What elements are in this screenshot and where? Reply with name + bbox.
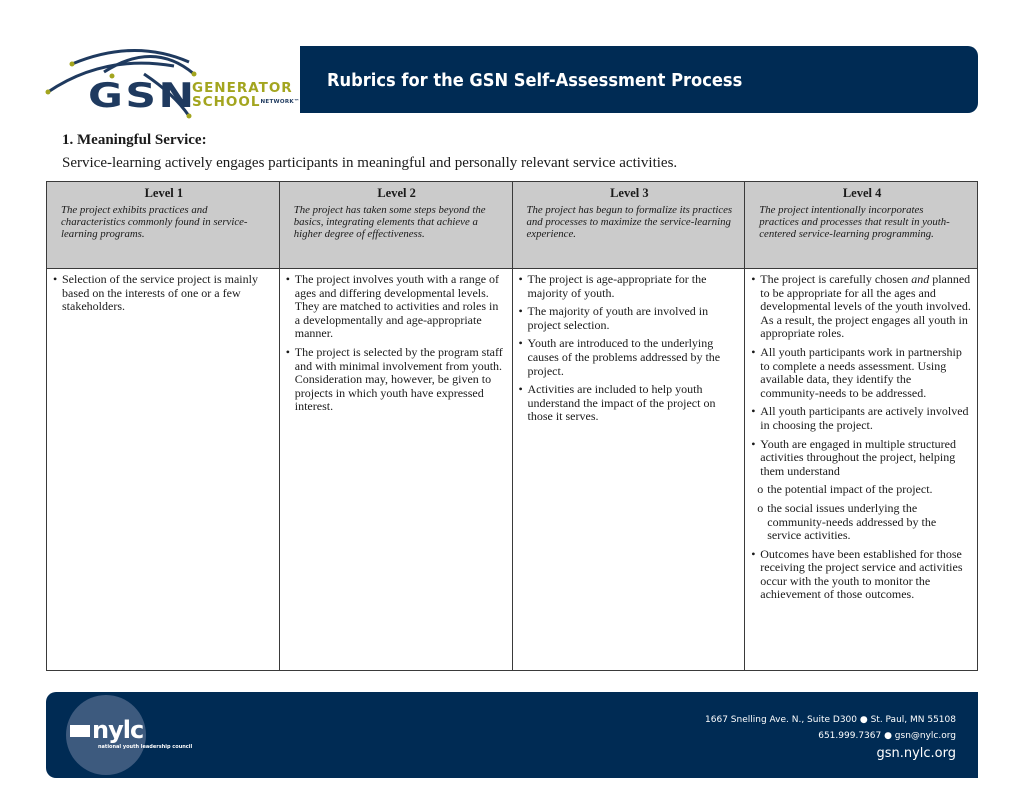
list-item: • All youth participants are actively involved in choosing the project. — [751, 405, 971, 432]
logo-wordmark: GENERATOR $SCHOOL^{NETWORK™}$ — [192, 80, 300, 110]
list-item: • The project is carefully chosen and planned to be appropriate for all the ages and developmental levels of the youth involved. As a result, the project engages all youth in appropriate roles. — [751, 273, 971, 341]
list-item: • Youth are engaged in multiple structured activities throughout the project, helping them understand — [751, 438, 971, 479]
website-link[interactable]: gsn.nylc.org — [876, 746, 956, 761]
level-3-header: Level 3 The project has begun to formalize its practices and processes to maximize the service-learning experience. — [512, 182, 745, 269]
gsn-logo — [44, 44, 300, 119]
level-1-criteria — [47, 269, 280, 671]
footer-banner — [46, 692, 978, 778]
section-title: 1. Meaningful Service: — [62, 132, 207, 148]
section-description: Service-learning actively engages participants in meaningful and personally relevant service activities. — [62, 155, 678, 171]
list-item: • The project involves youth with a range of ages and differing developmental levels. They are matched to activities and roles in a developmentally and age-appropriate manner. — [286, 273, 506, 341]
title-banner — [300, 46, 978, 113]
list-item: • Outcomes have been established for those receiving the project service and activities occur with the youth to monitor the achievement of those outcomes. — [751, 548, 971, 602]
nylc-tagline: national youth leadership council — [98, 744, 193, 750]
nylc-logo: nylc — [92, 716, 144, 744]
level-3-criteria — [512, 269, 745, 671]
list-item: • The majority of youth are involved in project selection. — [519, 305, 739, 332]
list-item: • Activities are included to help youth understand the impact of the project on those it serves. — [519, 383, 739, 424]
list-item: • All youth participants work in partnership to complete a needs assessment. Using available data, they identify the community-needs to be addressed. — [751, 346, 971, 400]
level-4-criteria — [745, 269, 978, 671]
level-2-criteria — [279, 269, 512, 671]
list-item: • Selection of the service project is mainly based on the interests of one or a few stakeholders. — [53, 273, 273, 314]
level-1-header: Level 1 The project exhibits practices and characteristics commonly found in service-learning programs. — [47, 182, 280, 269]
list-item: • Youth are introduced to the underlying causes of the problems addressed by the project. — [519, 337, 739, 378]
list-item: • The project is age-appropriate for the majority of youth. — [519, 273, 739, 300]
phone-email-line: 651.999.7367 ● gsn@nylc.org — [818, 731, 956, 741]
page-title: Rubrics for the GSN Self-Assessment Process — [327, 71, 743, 91]
rubric-table — [46, 181, 978, 671]
sub-list-item: o the potential impact of the project. — [751, 483, 971, 497]
level-2-header: Level 2 The project has taken some steps beyond the basics, integrating elements that achieve a higher degree of effectiveness. — [279, 182, 512, 269]
contact-info — [705, 712, 956, 744]
logo-letters: GSN — [88, 76, 197, 116]
sub-list-item: o the social issues underlying the community-needs addressed by the service activities. — [751, 502, 971, 543]
address-line: 1667 Snelling Ave. N., Suite D300 ● St. Paul, MN 55108 — [705, 715, 956, 725]
level-4-header: Level 4 The project intentionally incorporates practices and processes that result in youth-centered service-learning programming. — [745, 182, 978, 269]
list-item: • The project is selected by the program staff and with minimal involvement from youth. Consideration may, however, be given to projects in which youth have expressed interest. — [286, 346, 506, 414]
